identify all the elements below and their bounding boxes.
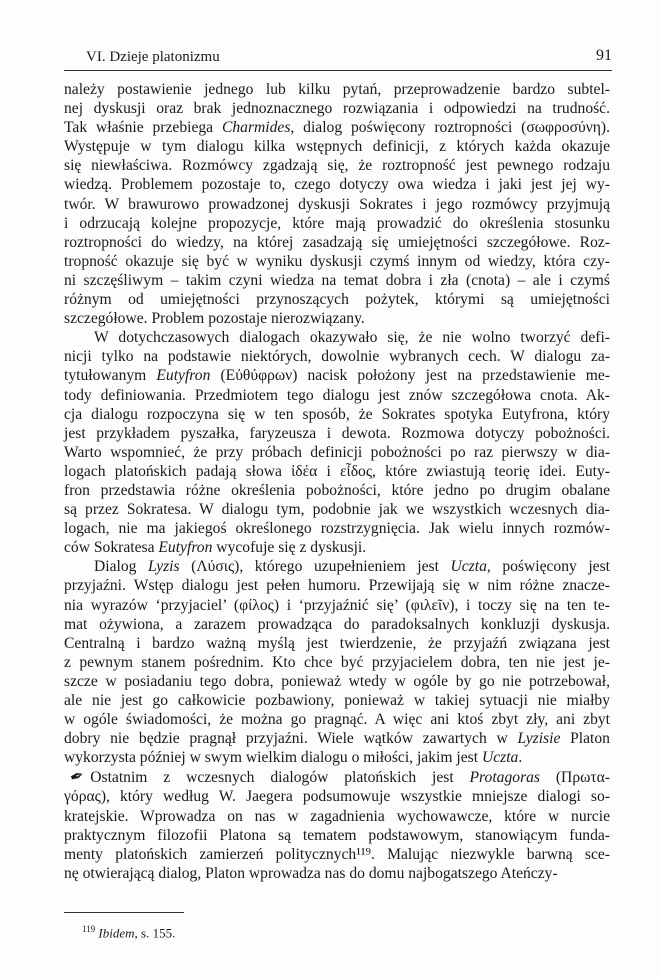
text-line: roztropności do wiedzy, na której zasadzają się umiejętności szczegółowe. Roz-	[64, 233, 610, 251]
text-line: nia wyrazów ‘przyjaciel’ (φίλος) i ‘przyjaźnić się’ (φιλεῖν), i toczy się na ten te-	[64, 596, 610, 614]
text-line: γόρας), który według W. Jaegera podsumowuje wszystkie mniejsze dialogi so-	[64, 788, 610, 806]
text-line: twór. W brawurowo prowadzonej dyskusji Sokrates i jego rozmówcy przyjmują	[64, 195, 610, 213]
text-line: ✒ Ostatnim z wczesnych dialogów platońskich jest Protagoras (Πρωτα-	[67, 765, 610, 789]
footnote-rule	[64, 912, 184, 913]
text-line: praktycznym filozofii Platona są tematem podstawowym, stanowiącym funda-	[64, 826, 610, 844]
text-line: ców Sokratesa Eutyfron wycofuje się z dyskusji.	[64, 539, 367, 557]
text-line: fron przedstawia różne określenia pobożności, które jedno po drugim obalane	[64, 481, 610, 499]
text-line: cja dialogu rozpoczyna się w ten sposób, że Sokrates spotyka Eutyfrona, który	[64, 405, 610, 423]
text-line: Dialog Lyzis (Λύσις), którego uzupełnieniem jest Uczta, poświęcony jest	[94, 558, 610, 576]
text-line: tropność okazuje się być w wyniku dyskusji czymś innym od wiedzy, która czy-	[64, 252, 610, 270]
text-line: nę otwierającą dialog, Platon wprowadza nas do domu najbogatszego Ateńczy-	[64, 864, 558, 882]
text-line: kratejskie. Wprowadza on nas w zagadnienia wychowawcze, które w nurcie	[64, 807, 610, 825]
text-line: różnym od umiejętności przynoszących pożytek, którymi są umiejętności	[64, 291, 610, 309]
text-line: W dotychczasowych dialogach okazywało się, że nie wolno tworzyć defi-	[94, 329, 610, 347]
footnote-number: 119	[82, 924, 96, 934]
pen-mark-icon: ✒	[67, 765, 88, 789]
text-line: Centralną i bardzo ważną myślą jest twierdzenie, że przyjaźń związana jest	[64, 634, 610, 652]
text-line: logach, nie ma jakiegoś określonego rozstrzygnięcia. Jak wielu innych rozmów-	[64, 520, 610, 538]
footnote-source: Ibidem	[98, 925, 135, 941]
text-line: mat ożywiona, a zarazem prowadząca do paradoksalnych konkluzji dyskusja.	[64, 615, 610, 633]
text-line: w ogóle świadomości, że można go pragnąć. A więc ani ktoś zbyt zły, ani zbyt	[64, 711, 610, 729]
text-line: wiedzą. Problemem pozostaje to, czego dotyczy owa wiedza i jaki jest jej wy-	[64, 176, 610, 194]
text-line: ale nie jest go całkowicie pozbawiony, ponieważ w takiej sytuacji nie miałby	[64, 692, 610, 709]
paragraph	[64, 80, 610, 328]
text-line: szczegółowe. Problem pozostaje nierozwiązany.	[64, 310, 365, 328]
text-line: ni szczęśliwym – takim czyni wiedza na temat dobra i zła (cnota) – ale i czymś	[64, 271, 610, 289]
header-rule	[64, 70, 612, 71]
text-line: wykorzysta później w swym wielkim dialogu o miłości, jakim jest Uczta.	[64, 749, 523, 767]
footnote-text: , s. 155.	[134, 925, 176, 941]
text-line: dobry nie będzie pragnął przyjaźni. Wiele wątków zawartych w Lyzisie Platon	[64, 730, 610, 748]
paragraph	[64, 557, 610, 767]
paragraph	[64, 328, 610, 557]
text-line: z pewnym stanem pośrednim. Kto chce być przyjacielem dobra, ten nie jest je-	[64, 653, 610, 671]
page-number: 91	[596, 47, 612, 64]
text-line: nej dyskusji oraz brak jednoznacznego rozwiązania i odpowiedzi na trudność.	[64, 100, 610, 118]
text-line: jest przykładem pyszałka, faryzeusza i dewota. Rozmowa dotyczy pobożności.	[64, 424, 610, 442]
text-line: tytułowanym Eutyfron (Εὐθύφρων) nacisk położony jest na przedstawienie me-	[64, 367, 610, 385]
text-line: i odrzucają kolejne propozycje, które mają prowadzić do określenia stosunku	[64, 214, 610, 232]
body-text	[64, 80, 610, 883]
text-line: się niewłaściwa. Rozmówcy zgadzają się, że roztropność jest pewnego rodzaju	[64, 157, 610, 175]
text-line: logach platońskich padają słowa ἰδέα i εἶδος, które zwiastują teorię idei. Euty-	[64, 462, 610, 480]
footnote	[82, 921, 175, 941]
text-line: nicji tylko na podstawie niektórych, dowolnie wybranych cech. W dialogu za-	[64, 348, 610, 366]
text-line: należy postawienie jednego lub kilku pytań, przeprowadzenie bardzo subtel-	[64, 81, 610, 98]
text-line: są przez Sokratesa. W dialogu tym, podobnie jak we wszystkich wczesnych dia-	[64, 501, 610, 519]
text-line: Tak właśnie przebiega Charmides, dialog poświęcony roztropności (σωφροσύνη).	[64, 119, 610, 137]
text-line: Występuje w tym dialogu kilka wstępnych definicji, z których każda okazuje	[64, 138, 610, 156]
text-line: szcze w posiadaniu tego dobra, ponieważ wtedy w ogóle by go nie potrzebował,	[64, 672, 610, 690]
paragraph	[64, 767, 610, 883]
running-head-title: VI. Dzieje platonizmu	[86, 49, 220, 65]
text-line: Warto wspomnieć, że przy próbach definicji pobożności po raz pierwszy w dia-	[64, 443, 610, 461]
text-line: przyjaźni. Wstęp dialogu jest pełen humoru. Przewijają się w nim różne znacze-	[64, 577, 610, 595]
text-line: menty platońskich zamierzeń politycznych¹¹⁹. Malując niezwykle barwną sce-	[64, 845, 610, 863]
text-line: tody definiowania. Przedmiotem tego dialogu jest znów szczegółowa cnota. Ak-	[64, 386, 610, 404]
